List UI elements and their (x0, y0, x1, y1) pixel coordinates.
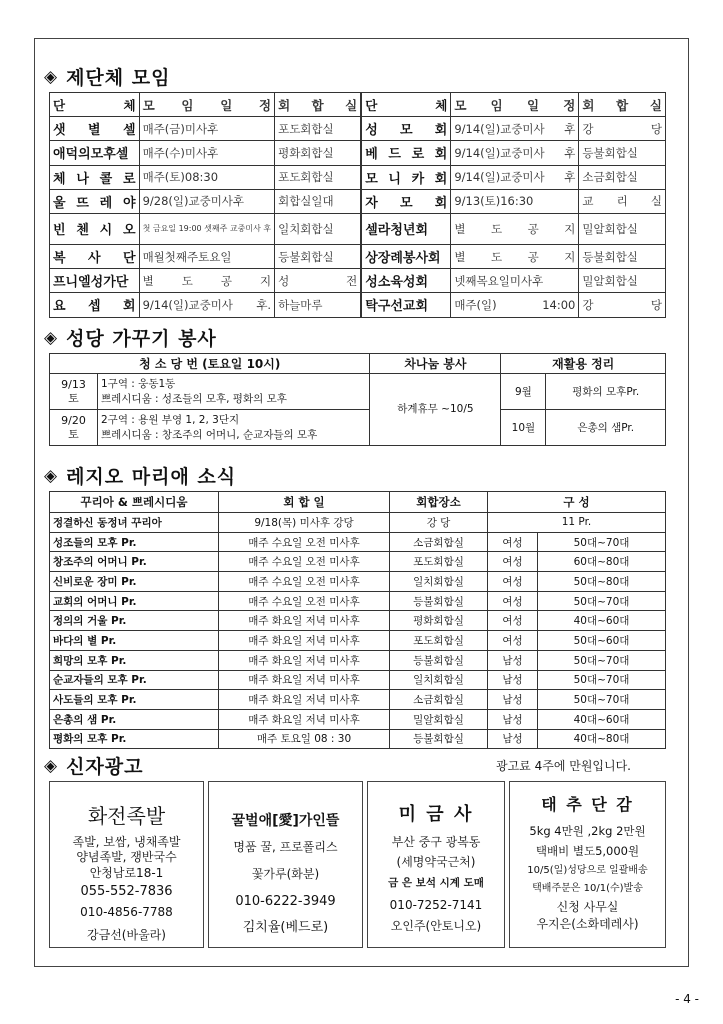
presidium-date: 매주 수요일 오전 미사후 (219, 572, 390, 592)
presidium-place: 등불회합실 (390, 591, 488, 611)
curia-count: 11 Pr. (488, 513, 666, 533)
ad-line: 오인주(안토니오) (390, 919, 482, 933)
presidium-gender: 여성 (488, 591, 538, 611)
ad-line: 김치율(베드로) (242, 920, 329, 935)
presidium-date: 매주 토요일 08 : 30 (219, 729, 390, 749)
presidium-place: 등불회합실 (390, 650, 488, 670)
group-room: 등불회합실 (275, 244, 362, 268)
group-room: 성 전 (275, 269, 362, 293)
group-schedule: 매주(금)미사후 (139, 117, 275, 141)
presidium-name: 창조주의 어머니 Pr. (50, 552, 219, 572)
presidium-ages: 50대~70대 (538, 532, 666, 552)
group-name: 성 모 회 (361, 117, 451, 141)
presidium-ages: 50대~60대 (538, 631, 666, 651)
ad-box-jewelry (367, 781, 505, 948)
recycle-month: 9월 (501, 374, 546, 410)
presidium-name: 신비로운 장미 Pr. (50, 572, 219, 592)
group-room: 회합실일대 (275, 189, 362, 213)
service-row (50, 410, 666, 446)
group-row (50, 189, 666, 213)
ad-line: 우지은(소화데레사) (536, 917, 639, 931)
group-name: 상장례봉사회 (361, 244, 451, 268)
presidium-name: 바다의 별 Pr. (50, 631, 219, 651)
section-title-groups: ◈ 제단체 모임 (44, 66, 171, 89)
recycle-month: 10월 (501, 410, 546, 446)
section-title-legio: ◈ 레지오 마리애 소식 (44, 465, 237, 488)
ad-line: 명품 꿀, 프로폴리스 (233, 840, 338, 854)
service-desc: 1구역 : 웅동1동 쁘레시디움 : 성조들의 모후, 평화의 모후 (98, 374, 370, 410)
ad-line: 양념족발, 쟁반국수 (76, 850, 177, 864)
presidium-gender: 남성 (488, 690, 538, 710)
presidium-date: 매주 화요일 저녁 미사후 (219, 690, 390, 710)
group-name: 셀라청년회 (361, 213, 451, 244)
presidium-place: 소금회합실 (390, 690, 488, 710)
group-name: 애덕의모후셀 (50, 141, 140, 165)
presidium-place: 포도회합실 (390, 631, 488, 651)
group-name: 복 사 단 (50, 244, 140, 268)
header-room: 회 합 실 (579, 93, 666, 117)
legio-table (49, 491, 666, 749)
presidium-place: 일치회합실 (390, 572, 488, 592)
curia-name: 정결하신 동정녀 꾸리아 (50, 513, 219, 533)
presidium-row (50, 690, 666, 710)
group-name: 요 셉 회 (50, 293, 140, 317)
ad-line: 10/5(일)성당으로 일괄배송 (527, 865, 648, 876)
recycle-header: 재활용 정리 (501, 354, 666, 374)
section-title-ads: ◈ 신자광고 (44, 755, 144, 778)
presidium-row (50, 572, 666, 592)
group-room: 하늘마루 (275, 293, 362, 317)
presidium-ages: 40대~60대 (538, 709, 666, 729)
ad-line: 택배비 별도5,000원 (535, 844, 640, 858)
presidium-date: 매주 수요일 오전 미사후 (219, 532, 390, 552)
ad-line: 꽃가루(화분) (251, 867, 320, 881)
presidium-date: 매주 수요일 오전 미사후 (219, 552, 390, 572)
presidium-name: 교회의 어머니 Pr. (50, 591, 219, 611)
presidium-ages: 50대~70대 (538, 690, 666, 710)
group-schedule: 넷째목요일미사후 (451, 269, 579, 293)
presidium-ages: 50대~80대 (538, 572, 666, 592)
group-schedule: 9/14(일)교중미사 후 (451, 165, 579, 189)
presidium-row (50, 650, 666, 670)
presidium-gender: 여성 (488, 572, 538, 592)
ad-title: 태 추 단 감 (541, 795, 634, 814)
ad-box-persimmon (509, 781, 666, 948)
legio-header-place: 회합장소 (390, 492, 488, 513)
group-row (50, 141, 666, 165)
group-name: 프니엘성가단 (50, 269, 140, 293)
group-schedule: 첫 금요일 19:00 셋째주 교중미사 후 (139, 213, 275, 244)
service-row (50, 374, 666, 410)
presidium-ages: 50대~70대 (538, 591, 666, 611)
diamond-bullet-icon: ◈ (44, 327, 59, 348)
group-row (50, 244, 666, 268)
ad-line: 신청 사무실 (556, 900, 619, 914)
ad-box-jokbal (49, 781, 204, 948)
group-table-header (50, 93, 666, 117)
presidium-gender: 여성 (488, 631, 538, 651)
presidium-place: 일치회합실 (390, 670, 488, 690)
presidium-row (50, 532, 666, 552)
header-room: 회 합 실 (275, 93, 362, 117)
group-name: 탁구선교회 (361, 293, 451, 317)
group-schedule: 매주(일) 14:00 (451, 293, 579, 317)
church-service-table (49, 353, 666, 446)
presidium-ages: 40대~60대 (538, 611, 666, 631)
ad-line: 금 은 보석 시계 도매 (388, 877, 484, 889)
ad-line: 055-552-7836 (80, 884, 173, 899)
ad-title: 꿀벌애[愛]가인뜰 (231, 813, 340, 829)
presidium-ages: 60대~80대 (538, 552, 666, 572)
ad-line: 택배주문은 10/1(수)발송 (532, 883, 643, 894)
legio-header-date: 회 합 일 (219, 492, 390, 513)
presidium-row (50, 729, 666, 749)
ad-line: 안청남로18-1 (89, 866, 164, 880)
ad-line: 족발, 보쌈, 냉채족발 (72, 835, 181, 849)
curia-row (50, 513, 666, 533)
group-name: 체 나 콜 로 (50, 165, 140, 189)
group-row (50, 213, 666, 244)
header-group: 단 체 (50, 93, 140, 117)
group-room: 등불회합실 (579, 244, 666, 268)
presidium-date: 매주 화요일 저녁 미사후 (219, 709, 390, 729)
diamond-bullet-icon: ◈ (44, 755, 59, 776)
presidium-row (50, 591, 666, 611)
presidium-row (50, 670, 666, 690)
presidium-name: 은총의 샘 Pr. (50, 709, 219, 729)
group-room: 교 리 실 (579, 189, 666, 213)
presidium-date: 매주 화요일 저녁 미사후 (219, 650, 390, 670)
page-number: - 4 - (675, 992, 699, 1006)
group-room: 포도회합실 (275, 117, 362, 141)
presidium-row (50, 631, 666, 651)
presidium-name: 성조들의 모후 Pr. (50, 532, 219, 552)
recycle-group: 은총의 샘Pr. (546, 410, 666, 446)
recycle-group: 평화의 모후Pr. (546, 374, 666, 410)
tea-service: 하계휴무 ~10/5 (370, 374, 501, 446)
section-title-service: ◈ 성당 가꾸기 봉사 (44, 327, 217, 350)
group-room: 포도회합실 (275, 165, 362, 189)
ad-line: (세명약국근처) (396, 855, 476, 869)
group-room: 소금회합실 (579, 165, 666, 189)
cleaning-header: 청 소 당 번 (토요일 10시) (50, 354, 370, 374)
service-date: 9/20 토 (50, 410, 98, 446)
presidium-place: 밀알회합실 (390, 709, 488, 729)
presidium-date: 매주 화요일 저녁 미사후 (219, 670, 390, 690)
group-row (50, 293, 666, 317)
presidium-place: 등불회합실 (390, 729, 488, 749)
ad-line: 부산 중구 광복동 (391, 835, 481, 849)
ad-line: 강금선(바울라) (87, 928, 166, 942)
presidium-row (50, 552, 666, 572)
group-name: 모 니 카 회 (361, 165, 451, 189)
presidium-gender: 여성 (488, 552, 538, 572)
presidium-date: 매주 화요일 저녁 미사후 (219, 611, 390, 631)
group-schedule: 별 도 공 지 (451, 244, 579, 268)
ad-title: 미 금 사 (398, 804, 474, 825)
group-room: 평화회합실 (275, 141, 362, 165)
ad-line: 010-4856-7788 (80, 905, 173, 919)
group-room: 강 당 (579, 117, 666, 141)
group-row (50, 117, 666, 141)
group-row (50, 165, 666, 189)
ad-fee-note: 광고료 4주에 만원입니다. (496, 759, 631, 773)
header-schedule: 모 임 일 정 (139, 93, 275, 117)
diamond-bullet-icon: ◈ (44, 465, 59, 486)
group-schedule: 별 도 공 지 (139, 269, 275, 293)
group-schedule: 매월첫째주토요일 (139, 244, 275, 268)
diamond-bullet-icon: ◈ (44, 66, 59, 87)
service-desc: 2구역 : 용원 부영 1, 2, 3단지 쁘레시디움 : 창조주의 어머니, 순교자들의 모후 (98, 410, 370, 446)
group-meeting-table (49, 92, 666, 318)
presidium-name: 순교자들의 모후 Pr. (50, 670, 219, 690)
group-name: 자 모 회 (361, 189, 451, 213)
ad-line: 010-7252-7141 (389, 898, 483, 912)
presidium-date: 매주 수요일 오전 미사후 (219, 591, 390, 611)
ad-line: 010-6222-3949 (235, 894, 336, 909)
ad-box-honey (208, 781, 363, 948)
presidium-place: 평화회합실 (390, 611, 488, 631)
group-schedule: 9/13(토)16:30 (451, 189, 579, 213)
presidium-row (50, 709, 666, 729)
presidium-ages: 40대~80대 (538, 729, 666, 749)
group-room: 강 당 (579, 293, 666, 317)
presidium-date: 매주 화요일 저녁 미사후 (219, 631, 390, 651)
presidium-name: 정의의 거울 Pr. (50, 611, 219, 631)
group-schedule: 9/14(일)교중미사 후. (139, 293, 275, 317)
presidium-gender: 남성 (488, 709, 538, 729)
ad-title: 화전족발 (87, 804, 166, 828)
group-room: 일치회합실 (275, 213, 362, 244)
curia-date: 9/18(목) 미사후 강당 (219, 513, 390, 533)
presidium-name: 평화의 모후 Pr. (50, 729, 219, 749)
legio-header-members: 구 성 (488, 492, 666, 513)
group-schedule: 9/14(일)교중미사 후 (451, 117, 579, 141)
ad-line: 5kg 4만원 ,2kg 2만원 (529, 824, 646, 838)
presidium-gender: 여성 (488, 611, 538, 631)
group-row (50, 269, 666, 293)
group-name: 울 뜨 레 야 (50, 189, 140, 213)
curia-place: 강 당 (390, 513, 488, 533)
header-group: 단 체 (361, 93, 451, 117)
presidium-name: 희망의 모후 Pr. (50, 650, 219, 670)
presidium-gender: 남성 (488, 650, 538, 670)
presidium-ages: 50대~70대 (538, 670, 666, 690)
group-room: 등불회합실 (579, 141, 666, 165)
presidium-ages: 50대~70대 (538, 650, 666, 670)
group-room: 밀알회합실 (579, 269, 666, 293)
header-schedule: 모 임 일 정 (451, 93, 579, 117)
group-name: 성소육성회 (361, 269, 451, 293)
group-schedule: 별 도 공 지 (451, 213, 579, 244)
presidium-place: 포도회합실 (390, 552, 488, 572)
presidium-gender: 남성 (488, 729, 538, 749)
group-name: 샛 별 셀 (50, 117, 140, 141)
group-schedule: 9/14(일)교중미사 후 (451, 141, 579, 165)
group-schedule: 매주(수)미사후 (139, 141, 275, 165)
presidium-place: 소금회합실 (390, 532, 488, 552)
legio-header-name: 꾸리아 & 쁘레시디움 (50, 492, 219, 513)
presidium-gender: 여성 (488, 532, 538, 552)
group-schedule: 9/28(일)교중미사후 (139, 189, 275, 213)
tea-header: 차나눔 봉사 (370, 354, 501, 374)
presidium-row (50, 611, 666, 631)
presidium-gender: 남성 (488, 670, 538, 690)
service-date: 9/13 토 (50, 374, 98, 410)
presidium-name: 사도들의 모후 Pr. (50, 690, 219, 710)
group-name: 베 드 로 회 (361, 141, 451, 165)
group-room: 밀알회합실 (579, 213, 666, 244)
group-schedule: 매주(토)08:30 (139, 165, 275, 189)
group-name: 빈 첸 시 오 (50, 213, 140, 244)
